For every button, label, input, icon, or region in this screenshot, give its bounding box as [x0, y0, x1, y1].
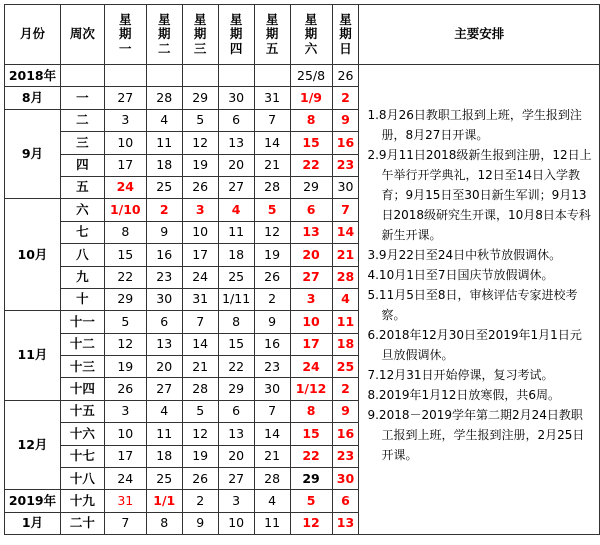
day-cell: 8	[146, 512, 182, 534]
header-friday: 星 期 五	[254, 5, 290, 65]
calendar-body	[5, 5, 600, 535]
day-cell: 27	[218, 468, 254, 490]
notes-list	[359, 65, 599, 465]
month-label: 10月	[5, 199, 61, 311]
day-cell: 4	[332, 288, 359, 310]
day-cell: 21	[332, 244, 359, 266]
header-month: 月份	[5, 5, 61, 65]
day-cell: 22	[218, 356, 254, 378]
day-cell: 27	[218, 176, 254, 198]
week-number: 二十	[60, 512, 104, 534]
day-cell: 11	[254, 512, 290, 534]
day-cell: 22	[290, 154, 332, 176]
day-cell: 5	[104, 311, 146, 333]
week-number: 二	[60, 109, 104, 131]
school-calendar-table	[4, 4, 600, 535]
day-cell: 18	[146, 445, 182, 467]
day-cell: 30	[254, 378, 290, 400]
week-number: 四	[60, 154, 104, 176]
day-cell: 11	[146, 132, 182, 154]
day-cell: 9	[182, 512, 218, 534]
month-label: 11月	[5, 311, 61, 401]
day-cell: 23	[254, 356, 290, 378]
note-item: 2.9月11日2018级新生报到注册，12日上午举行开学典礼，12日至14日入学教育；9月15日至30日新生军训；9月13日2018级研究生开课，10月8日本专科新生开课。	[367, 148, 592, 242]
month-label: 1月	[5, 512, 61, 534]
day-cell: 16	[254, 333, 290, 355]
day-cell: 13	[290, 221, 332, 243]
day-cell: 14	[332, 221, 359, 243]
note-item: 1.8月26日教职工报到上班，学生报到注册，8月27日开课。	[367, 108, 582, 142]
week-number	[60, 65, 104, 87]
week-number: 九	[60, 266, 104, 288]
day-cell	[104, 65, 146, 87]
day-cell: 15	[218, 333, 254, 355]
day-cell: 27	[104, 87, 146, 109]
day-cell: 28	[182, 378, 218, 400]
day-cell: 1/12	[290, 378, 332, 400]
day-cell: 31	[104, 490, 146, 512]
day-cell: 28	[146, 87, 182, 109]
day-cell: 29	[290, 468, 332, 490]
day-cell: 23	[146, 266, 182, 288]
note-item: 3.9月22日至24日中秋节放假调休。	[367, 248, 562, 262]
header-saturday: 星 期 六	[290, 5, 332, 65]
header-row	[5, 5, 600, 65]
notes-cell	[359, 65, 600, 535]
week-number: 十七	[60, 445, 104, 467]
day-cell: 30	[332, 468, 359, 490]
week-number: 十一	[60, 311, 104, 333]
day-cell: 10	[182, 221, 218, 243]
day-cell: 9	[146, 221, 182, 243]
day-cell	[218, 65, 254, 87]
day-cell: 18	[218, 244, 254, 266]
month-label: 2019年	[5, 490, 61, 512]
day-cell: 18	[146, 154, 182, 176]
day-cell: 16	[332, 132, 359, 154]
day-cell: 2	[182, 490, 218, 512]
header-monday: 星 期 一	[104, 5, 146, 65]
day-cell: 7	[254, 400, 290, 422]
day-cell: 6	[290, 199, 332, 221]
week-number: 八	[60, 244, 104, 266]
day-cell: 2	[146, 199, 182, 221]
day-cell: 3	[104, 109, 146, 131]
day-cell: 28	[254, 176, 290, 198]
day-cell: 3	[104, 400, 146, 422]
day-cell: 29	[104, 288, 146, 310]
day-cell: 26	[182, 176, 218, 198]
day-cell: 28	[332, 266, 359, 288]
day-cell: 4	[254, 490, 290, 512]
day-cell: 10	[104, 132, 146, 154]
day-cell: 12	[290, 512, 332, 534]
day-cell: 6	[218, 109, 254, 131]
day-cell: 13	[332, 512, 359, 534]
day-cell: 8	[290, 400, 332, 422]
day-cell: 19	[254, 244, 290, 266]
day-cell: 31	[182, 288, 218, 310]
day-cell: 26	[254, 266, 290, 288]
day-cell: 29	[218, 378, 254, 400]
day-cell: 12	[254, 221, 290, 243]
day-cell: 7	[332, 199, 359, 221]
day-cell: 8	[290, 109, 332, 131]
day-cell: 17	[182, 244, 218, 266]
day-cell: 6	[146, 311, 182, 333]
day-cell: 19	[182, 445, 218, 467]
day-cell: 7	[104, 512, 146, 534]
day-cell: 15	[290, 423, 332, 445]
day-cell: 20	[218, 154, 254, 176]
day-cell: 2	[332, 378, 359, 400]
header-sunday: 星 期 日	[332, 5, 359, 65]
day-cell: 3	[182, 199, 218, 221]
day-cell: 8	[104, 221, 146, 243]
day-cell: 5	[290, 490, 332, 512]
day-cell: 18	[332, 333, 359, 355]
day-cell: 29	[182, 87, 218, 109]
header-wednesday: 星 期 三	[182, 5, 218, 65]
day-cell: 10	[290, 311, 332, 333]
day-cell: 13	[146, 333, 182, 355]
note-item: 5.11月5日至8日，审核评估专家进校考察。	[367, 288, 578, 322]
day-cell: 15	[104, 244, 146, 266]
day-cell: 24	[104, 468, 146, 490]
day-cell: 14	[254, 132, 290, 154]
day-cell: 1/11	[218, 288, 254, 310]
day-cell: 24	[104, 176, 146, 198]
day-cell: 6	[332, 490, 359, 512]
day-cell: 27	[290, 266, 332, 288]
day-cell	[182, 65, 218, 87]
day-cell: 23	[332, 445, 359, 467]
day-cell: 22	[104, 266, 146, 288]
day-cell: 25	[146, 176, 182, 198]
week-number: 十二	[60, 333, 104, 355]
day-cell: 15	[290, 132, 332, 154]
day-cell: 25	[332, 356, 359, 378]
day-cell: 7	[254, 109, 290, 131]
day-cell: 5	[254, 199, 290, 221]
day-cell: 2	[332, 87, 359, 109]
note-item: 7.12月31日开始停课，复习考试。	[367, 368, 554, 382]
week-number: 五	[60, 176, 104, 198]
month-label: 9月	[5, 109, 61, 199]
day-cell: 9	[254, 311, 290, 333]
month-label: 2018年	[5, 65, 61, 87]
day-cell: 1/10	[104, 199, 146, 221]
day-cell: 10	[218, 512, 254, 534]
day-cell: 22	[290, 445, 332, 467]
day-cell: 25	[218, 266, 254, 288]
note-item: 4.10月1日至7日国庆节放假调休。	[367, 268, 554, 282]
day-cell: 10	[104, 423, 146, 445]
day-cell: 23	[332, 154, 359, 176]
day-cell	[146, 65, 182, 87]
day-cell: 1/9	[290, 87, 332, 109]
day-cell: 21	[182, 356, 218, 378]
day-cell: 21	[254, 154, 290, 176]
day-cell: 28	[254, 468, 290, 490]
week-number: 十三	[60, 356, 104, 378]
day-cell: 17	[104, 154, 146, 176]
month-label: 12月	[5, 400, 61, 490]
day-cell: 25	[146, 468, 182, 490]
day-cell: 26	[104, 378, 146, 400]
header-week: 周次	[60, 5, 104, 65]
day-cell: 9	[332, 400, 359, 422]
day-cell: 4	[146, 400, 182, 422]
day-cell: 13	[218, 132, 254, 154]
day-cell: 3	[218, 490, 254, 512]
week-number: 十九	[60, 490, 104, 512]
day-cell: 12	[182, 423, 218, 445]
week-row	[5, 65, 600, 87]
day-cell: 19	[182, 154, 218, 176]
week-number: 七	[60, 221, 104, 243]
note-item: 6.2018年12月30日至2019年1月1日元旦放假调休。	[367, 328, 582, 362]
day-cell: 3	[290, 288, 332, 310]
day-cell: 16	[146, 244, 182, 266]
day-cell: 30	[146, 288, 182, 310]
day-cell: 26	[332, 65, 359, 87]
day-cell: 1/1	[146, 490, 182, 512]
day-cell: 4	[146, 109, 182, 131]
week-number: 十五	[60, 400, 104, 422]
day-cell: 11	[146, 423, 182, 445]
day-cell: 31	[254, 87, 290, 109]
day-cell: 12	[182, 132, 218, 154]
note-item: 9.2018－2019学年第二期2月24日教职工报到上班，学生报到注册，2月25日开课。	[367, 408, 585, 462]
day-cell: 5	[182, 400, 218, 422]
week-number: 十四	[60, 378, 104, 400]
day-cell: 27	[146, 378, 182, 400]
day-cell: 30	[218, 87, 254, 109]
day-cell: 17	[104, 445, 146, 467]
note-item: 8.2019年1月12日放寒假，共6周。	[367, 388, 561, 402]
week-number: 十八	[60, 468, 104, 490]
day-cell: 4	[218, 199, 254, 221]
day-cell: 12	[104, 333, 146, 355]
day-cell: 7	[182, 311, 218, 333]
day-cell: 14	[182, 333, 218, 355]
week-number: 十六	[60, 423, 104, 445]
day-cell: 14	[254, 423, 290, 445]
day-cell: 19	[104, 356, 146, 378]
day-cell: 17	[290, 333, 332, 355]
day-cell	[254, 65, 290, 87]
day-cell: 24	[182, 266, 218, 288]
month-label: 8月	[5, 87, 61, 109]
day-cell: 13	[218, 423, 254, 445]
day-cell: 21	[254, 445, 290, 467]
header-notes: 主要安排	[359, 5, 600, 65]
day-cell: 20	[218, 445, 254, 467]
day-cell: 24	[290, 356, 332, 378]
week-number: 一	[60, 87, 104, 109]
day-cell: 25/8	[290, 65, 332, 87]
day-cell: 29	[290, 176, 332, 198]
day-cell: 5	[182, 109, 218, 131]
header-tuesday: 星 期 二	[146, 5, 182, 65]
day-cell: 20	[290, 244, 332, 266]
header-thursday: 星 期 四	[218, 5, 254, 65]
day-cell: 11	[218, 221, 254, 243]
week-number: 六	[60, 199, 104, 221]
day-cell: 30	[332, 176, 359, 198]
week-number: 三	[60, 132, 104, 154]
day-cell: 11	[332, 311, 359, 333]
day-cell: 20	[146, 356, 182, 378]
day-cell: 26	[182, 468, 218, 490]
day-cell: 9	[332, 109, 359, 131]
day-cell: 2	[254, 288, 290, 310]
day-cell: 6	[218, 400, 254, 422]
day-cell: 16	[332, 423, 359, 445]
day-cell: 8	[218, 311, 254, 333]
week-number: 十	[60, 288, 104, 310]
